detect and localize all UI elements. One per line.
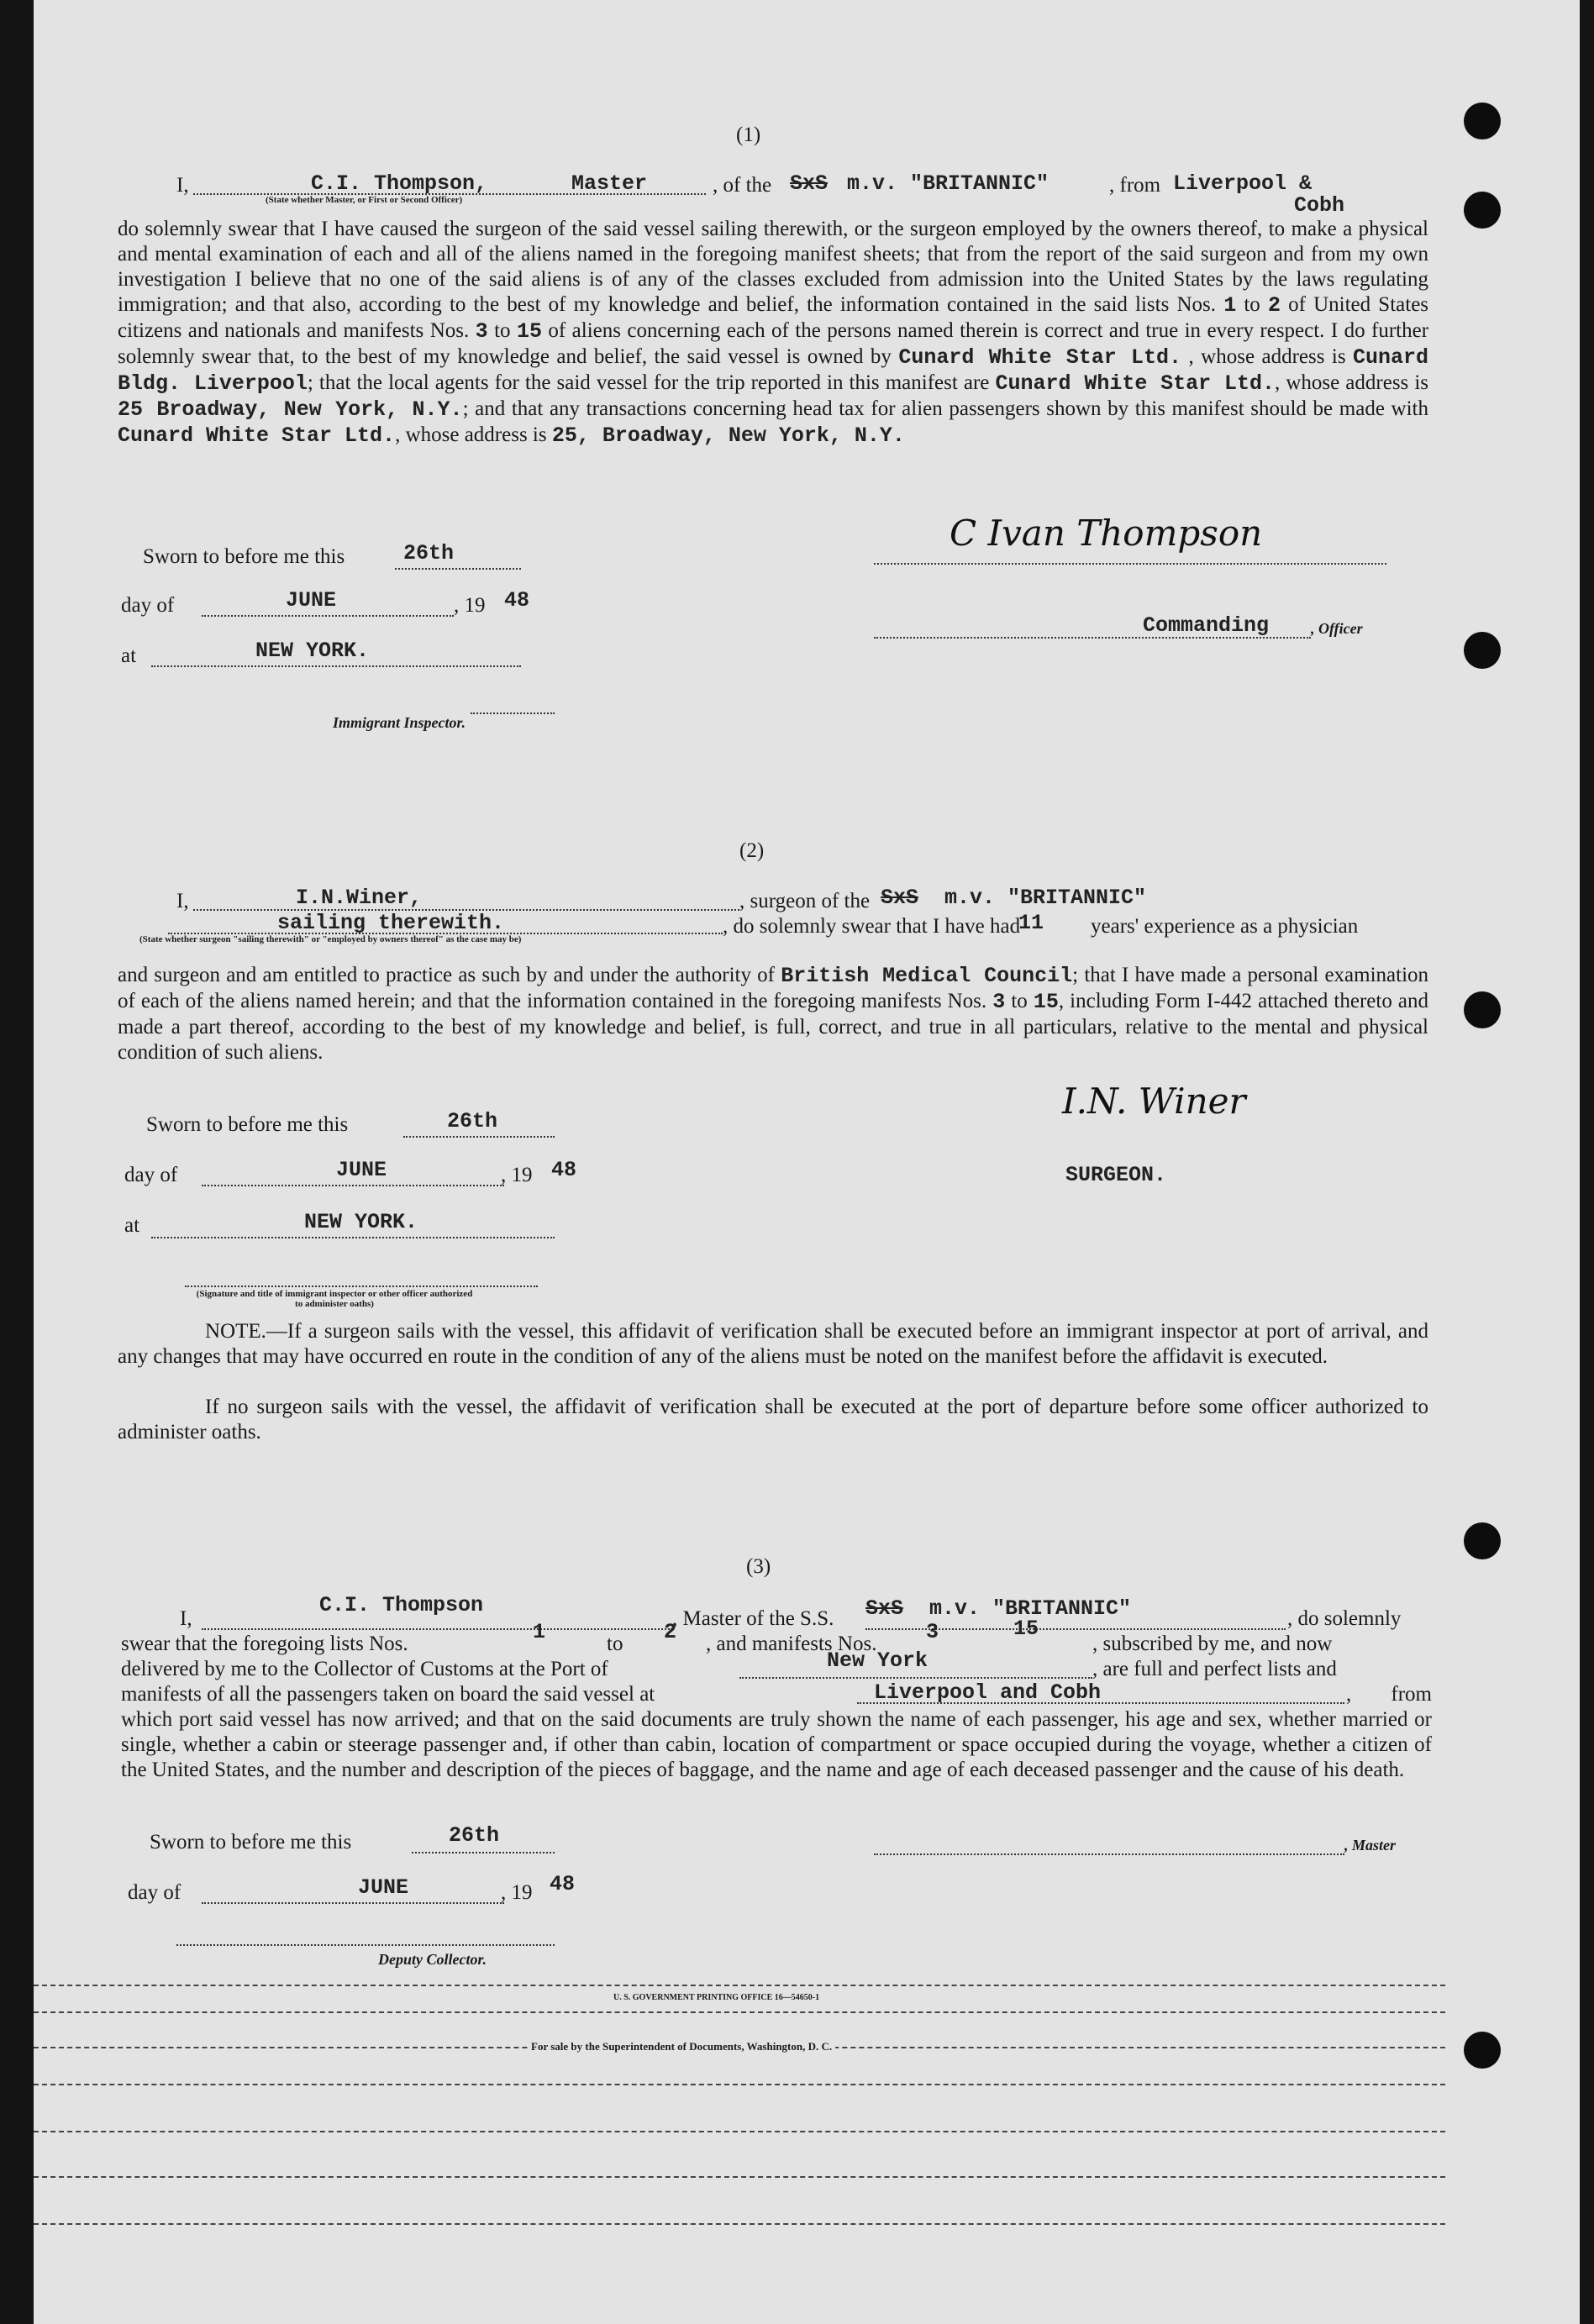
year-prefix: , 19 (454, 594, 486, 617)
officer-label: , Officer (1311, 620, 1363, 637)
manifests-from: 3 (475, 319, 488, 344)
punch-hole (1464, 2032, 1501, 2069)
surgeon-signature: I.N. Winer (1062, 1081, 1246, 1122)
vessel-name: m.v. "BRITANNIC" (929, 1596, 1132, 1621)
years-text: years' experience as a physician (1091, 915, 1359, 938)
fill-line (874, 637, 1311, 639)
gpo-line: U. S. GOVERNMENT PRINTING OFFICE 16—54650-1 (613, 1993, 820, 2002)
fill-line (151, 1237, 555, 1238)
section-number: (3) (746, 1555, 771, 1578)
oath-prefix: I, (180, 1607, 192, 1630)
embark-port: Liverpool and Cobh (874, 1680, 1102, 1705)
deputy-label: Deputy Collector. (378, 1951, 487, 1968)
surgeon-oath-body: and surgeon and am entitled to practice as such by and under the authority of British Medical Council; that I have made a personal examination of each of the aliens named herein; and that the information contained in the foregoing manifests Nos. 3 to 15, including Form I-442 attached thereto and made a part thereof, according to the best of my knowledge and belief, is full, correct, and true in all particulars, relative to the mental and physical condition of such aliens. (118, 964, 1429, 1064)
to-label: to (607, 1633, 623, 1655)
fill-line (874, 563, 1386, 565)
punch-hole (1464, 1522, 1501, 1559)
struck-vessel-prefix: SxS (881, 886, 919, 910)
day-of-label: day of (121, 594, 175, 617)
section-number: (2) (739, 839, 765, 862)
oath-prefix: I, (176, 890, 189, 912)
owner-address: Cunard Bldg. Liverpool (118, 345, 1429, 396)
section3-rest: , from which port said vessel has now arrived; and that on the said documents are truly shown the name of each passenger, his age and sex, whether married or single, whether a cabin or steerage passenger and, if other than cabin, location of compartment or space occupied during the voyage, whether a citizen of the United States, and the number and description of the pieces of baggage, and the name and age of each deceased passenger and the cause of his death. (121, 1683, 1432, 1781)
delivered-text: delivered by me to the Collector of Customs at the Port of (121, 1658, 608, 1680)
vessel-name: m.v. "BRITANNIC" (847, 171, 1050, 196)
sailing-therewith: sailing therewith. (277, 911, 505, 935)
note-2: If no surgeon sails with the vessel, the affidavit of verification shall be executed at the port of departure before some officer authorized to administer oaths. (118, 1396, 1428, 1443)
punch-hole (1464, 632, 1501, 669)
day-of-label: day of (128, 1881, 181, 1904)
fill-line (202, 615, 454, 617)
struck-vessel-prefix: SxS (865, 1596, 904, 1621)
manifests-to: 15 (516, 319, 542, 344)
fill-line (403, 1136, 555, 1138)
from-port: Liverpool & (1173, 171, 1313, 196)
manifests-label: , and manifests Nos. (706, 1633, 877, 1655)
fill-line (202, 1185, 504, 1186)
cut-line (34, 2131, 1445, 2132)
manifests-to: 15 (1033, 990, 1059, 1014)
master-rank: Master (571, 171, 648, 196)
master-label: , Master of the S.S. (672, 1607, 834, 1630)
lists-to: 2 (664, 1620, 677, 1644)
manifests-to: 15 (1013, 1617, 1039, 1641)
agents: Cunard White Star Ltd. (995, 371, 1276, 396)
struck-vessel-prefix: SxS (790, 171, 829, 196)
fill-line (471, 712, 555, 714)
master-name: C.I. Thompson, (311, 171, 488, 196)
sworn-label: Sworn to before me this (146, 1113, 349, 1136)
cut-line (34, 2084, 1445, 2085)
agents-address: 25 Broadway, New York, N.Y. (118, 397, 463, 422)
place: NEW YORK. (255, 639, 370, 663)
lists-from: 1 (1223, 293, 1237, 318)
place: NEW YORK. (304, 1210, 418, 1234)
manifests-from: 3 (992, 990, 1006, 1014)
section-number: (1) (736, 124, 761, 146)
sale-line: For sale by the Superintendent of Documents, Washington, D. C. (528, 2040, 835, 2053)
cut-line (34, 2176, 1445, 2178)
fill-line (202, 1902, 504, 1904)
inspector-label: Immigrant Inspector. (333, 714, 466, 731)
lists-to: 2 (1267, 293, 1281, 318)
manifests-from: 3 (926, 1620, 939, 1644)
month: JUNE (336, 1158, 387, 1182)
fill-line (185, 1286, 538, 1287)
port: New York (827, 1648, 929, 1673)
manifest-affidavit-page (34, 0, 1580, 2324)
fill-line (176, 1944, 555, 1946)
at-label: at (121, 644, 137, 667)
cut-line (34, 1985, 1445, 1986)
headtax-address: 25, Broadway, New York, N.Y. (551, 423, 905, 448)
month: JUNE (358, 1875, 409, 1900)
note: NOTE.—If a surgeon sails with the vessel, this affidavit of verification shall be executed before an immigrant inspector at port of arrival, and any changes that may have occurred en route in the condition of any of the aliens must be noted on the manifest before the affidavit is executed. (118, 1320, 1428, 1368)
headtax-with: Cunard White Star Ltd. (118, 423, 396, 448)
owner: Cunard White Star Ltd. (898, 345, 1182, 370)
commanding: Commanding (1143, 613, 1270, 638)
month: JUNE (286, 588, 337, 613)
fill-line (874, 1853, 1344, 1855)
signature-hint: (Signature and title of immigrant inspector or other officer authorized to administer oaths) (196, 1289, 473, 1309)
master-signature: C Ivan Thompson (950, 513, 1263, 554)
day-of-label: day of (124, 1164, 178, 1186)
punch-hole (1464, 192, 1501, 229)
cut-line (34, 2223, 1445, 2225)
year-prefix: , 19 (501, 1881, 533, 1904)
year: 48 (504, 588, 530, 613)
master-title: , Master (1344, 1837, 1397, 1853)
master-name: C.I. Thompson (319, 1593, 484, 1617)
swear-label: , do solemnly (1287, 1607, 1402, 1630)
sworn-label: Sworn to before me this (150, 1831, 352, 1853)
of-the-label: , of the (713, 174, 772, 197)
state-hint: (State whether surgeon "sailing therewith" or "employed by owners thereof" as the case may be) (139, 934, 522, 944)
authority: British Medical Council (781, 964, 1073, 988)
punch-hole (1464, 103, 1501, 139)
fill-line (202, 1628, 672, 1630)
state-hint: (State whether Master, or First or Second Officer) (266, 195, 463, 205)
year-prefix: , 19 (501, 1164, 533, 1186)
from-label: , from (1109, 174, 1161, 197)
year: 48 (551, 1158, 577, 1182)
oath-prefix: I, (176, 174, 189, 197)
from-port-2: Cobh (1294, 193, 1345, 218)
fill-line (412, 1852, 555, 1853)
surgeon-label: , surgeon of the (739, 890, 871, 912)
at-label: at (124, 1214, 140, 1237)
lists-from: 1 (533, 1620, 546, 1644)
sworn-label: Sworn to before me this (143, 545, 345, 568)
surgeon-name: I.N.Winer, (296, 886, 423, 910)
cut-line (34, 2011, 1445, 2013)
swear-text: swear that the foregoing lists Nos. (121, 1633, 408, 1655)
vessel-name: m.v. "BRITANNIC" (944, 886, 1147, 910)
swear-text: , do solemnly swear that I have had (723, 915, 1021, 938)
fill-line (395, 568, 521, 570)
sworn-day: 26th (403, 541, 455, 565)
punch-hole (1464, 991, 1501, 1028)
surgeon-title: SURGEON. (1065, 1163, 1167, 1187)
manifests-text: manifests of all the passengers taken on board the said vessel at (121, 1683, 655, 1706)
sworn-day: 26th (449, 1823, 500, 1848)
full-text: , are full and perfect lists and (1092, 1658, 1337, 1680)
year: 48 (550, 1872, 576, 1896)
subscribed-text: , subscribed by me, and now (1092, 1633, 1333, 1655)
oath-body: do solemnly swear that I have caused the surgeon of the said vessel sailing therewith, or the surgeon employed by the owners thereof, to make a physical and mental examination of each and all of the aliens named in the foregoing manifest sheets; that from the report of the said surgeon and from my own investigation I believe that no one of the said aliens is of any of the classes excluded from admission into the United States by the laws regulating immigration; and that also, according to the best of my knowledge and belief, the information contained in the said lists Nos. 1 to 2 of United States citizens and nationals and manifests Nos. 3 to 15 of aliens concerning each of the persons named therein is correct and true in every respect. I do further solemnly swear that, to the best of my knowledge and belief, the said vessel is owned by Cunard White Star Ltd. , whose address is Cunard Bldg. Liverpool; that the local agents for the said vessel for the trip reported in this manifest are Cunard White Star Ltd., whose address is 25 Broadway, New York, N.Y.; and that any transactions concerning head tax for alien passengers shown by this manifest should be made with Cunard White Star Ltd., whose address is 25, Broadway, New York, N.Y. (118, 218, 1429, 448)
fill-line (151, 665, 521, 667)
sworn-day: 26th (447, 1109, 498, 1133)
years: 11 (1018, 911, 1044, 935)
fill-line (739, 1677, 1092, 1679)
